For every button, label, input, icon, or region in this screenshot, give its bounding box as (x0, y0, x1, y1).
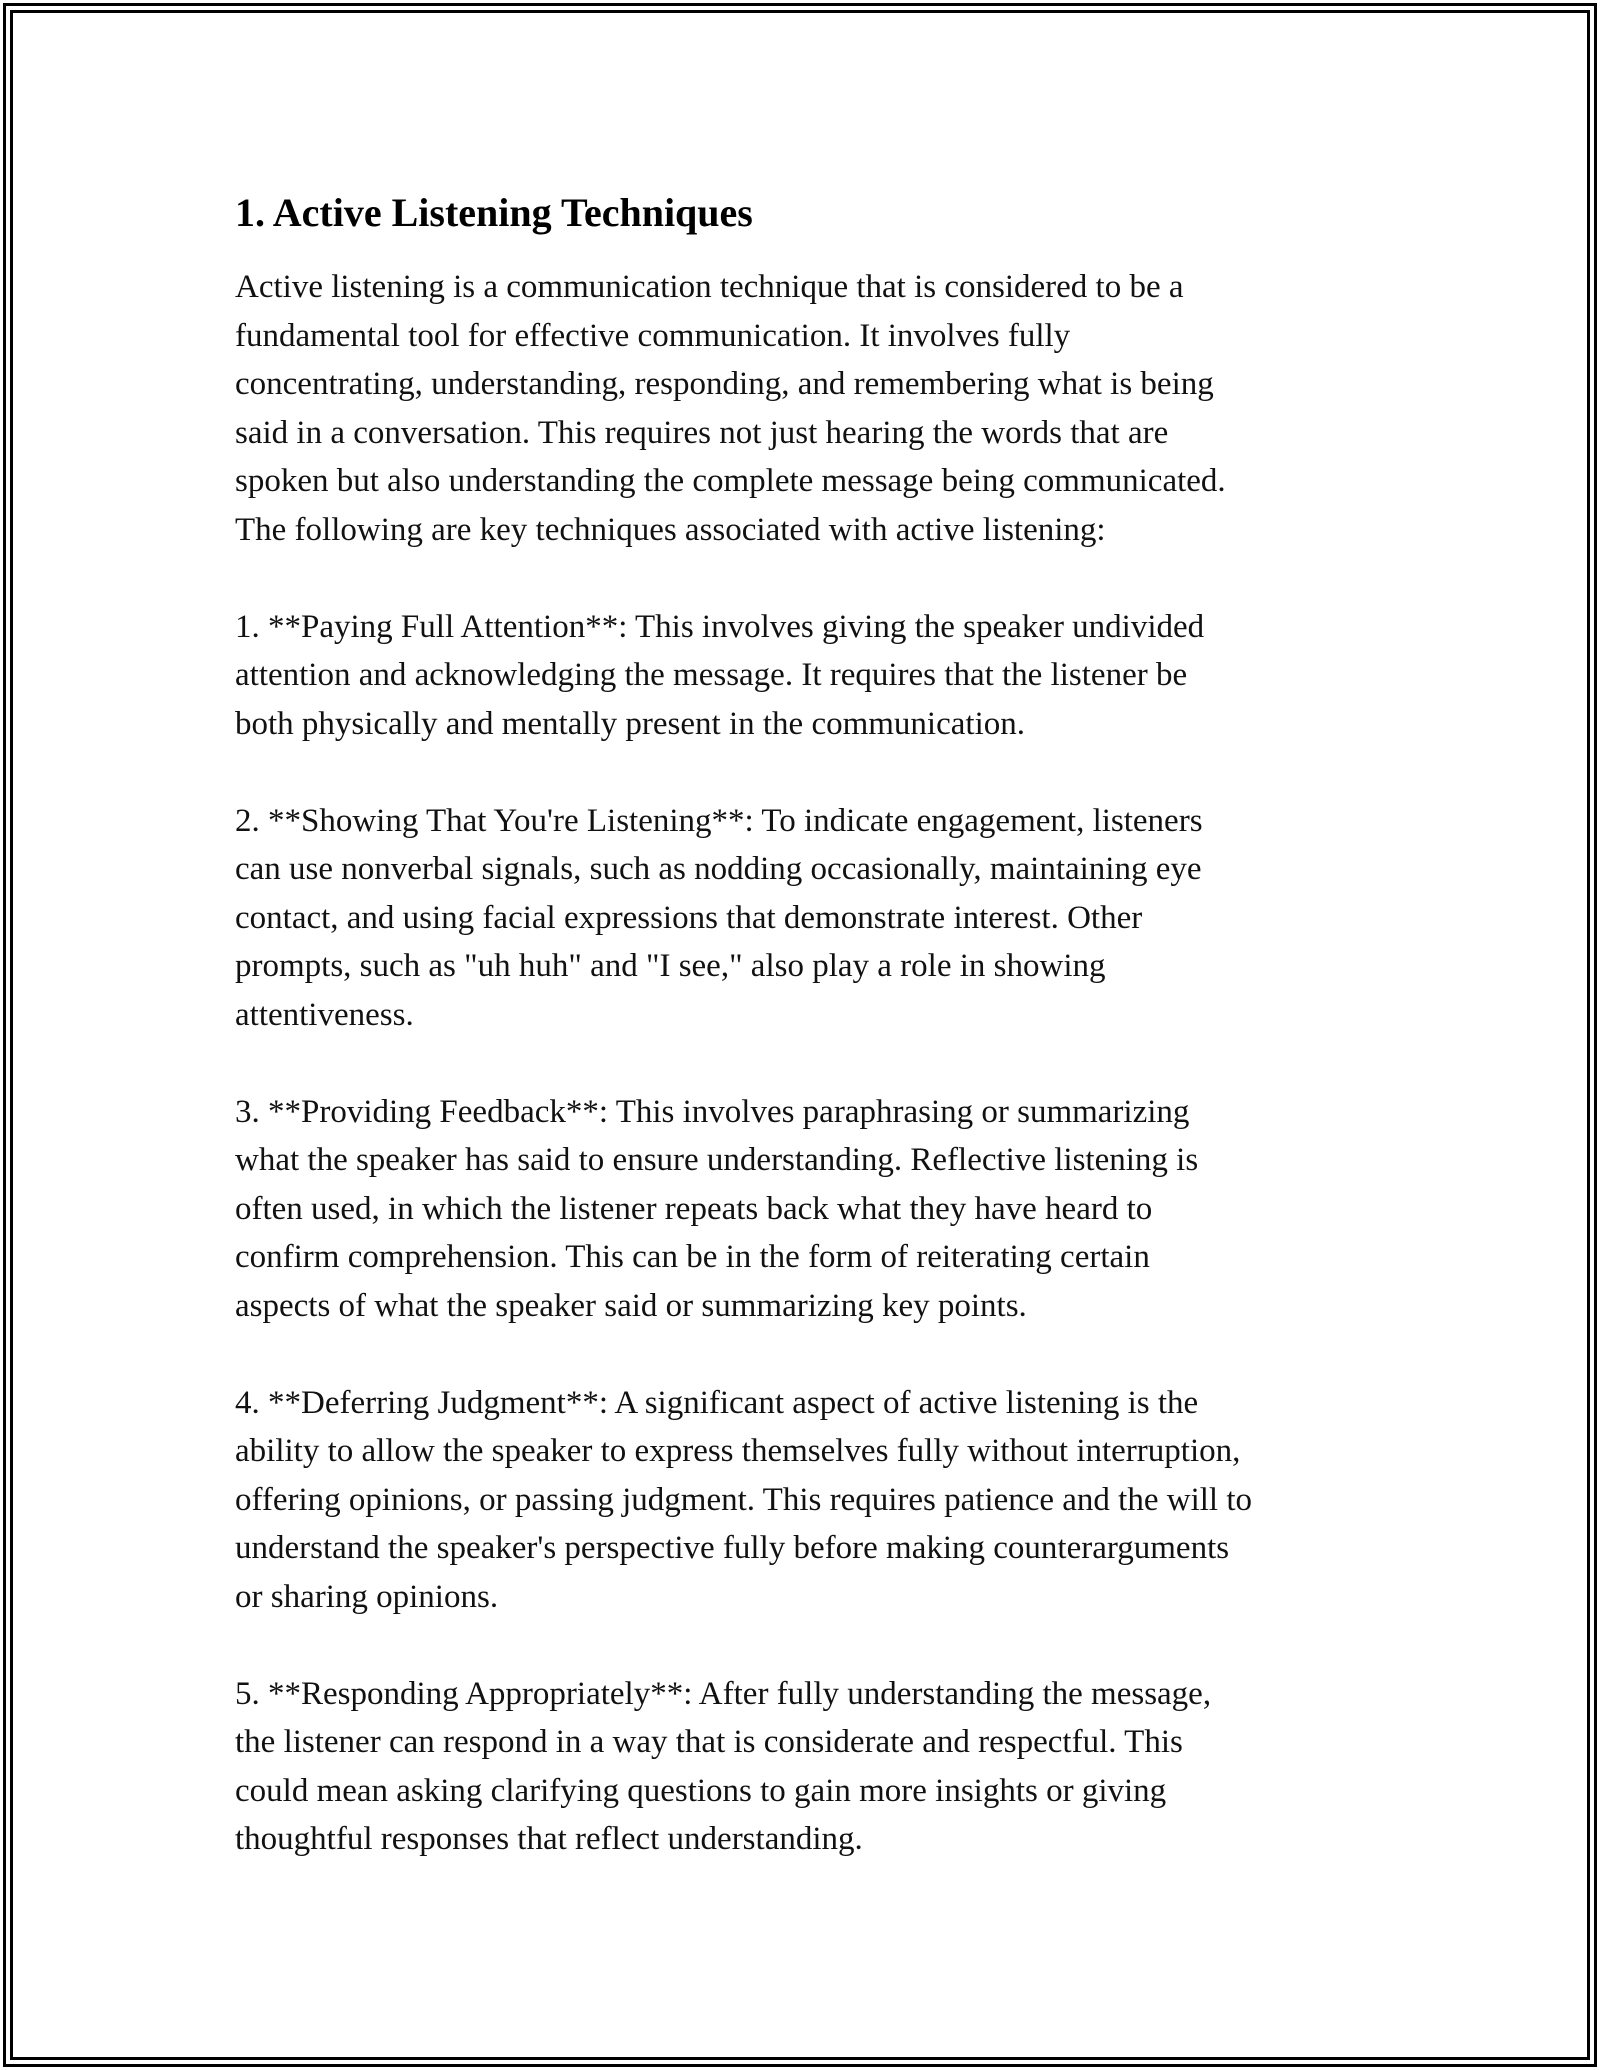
technique-paying-full-attention: 1. **Paying Full Attention**: This involves giving the speaker undivided attention and acknowledging the message. It requires that the listener be both physically and mentally present in the communication. (235, 608, 1205, 742)
section-heading: 1. Active Listening Techniques (235, 190, 753, 235)
technique-providing-feedback: 3. **Providing Feedback**: This involves paraphrasing or summarizing what the speaker has said to ensure understanding. Reflective listening is often used, in which the listener repeats back what they have heard to confirm comprehension. This can be in the form of reiterating certain aspects of what the speaker said or summarizing key points. (235, 1093, 1199, 1324)
technique-responding-appropriately: 5. **Responding Appropriately**: After fully understanding the message, the listener can respond in a way that is considerate and respectful. This could mean asking clarifying questions to gain more insights or giving thoughtful responses that reflect understanding. (235, 1675, 1212, 1857)
intro-paragraph: Active listening is a communication technique that is considered to be a fundamental tool for effective communication. It involves fully concentrating, understanding, responding, and remembering what is being said in a conversation. This requires not just hearing the words that are spoken but also understanding the complete message being communicated. The following are key techniques associated with active listening: (235, 269, 1226, 548)
technique-deferring-judgment: 4. **Deferring Judgment**: A significant aspect of active listening is the ability to allow the speaker to express themselves fully without interruption, offering opinions, or passing judgment. This requires patience and the will to understand the speaker's perspective fully before making counterarguments or sharing opinions. (235, 1384, 1253, 1615)
technique-showing-listening: 2. **Showing That You're Listening**: To indicate engagement, listeners can use nonverbal signals, such as nodding occasionally, maintaining eye contact, and using facial expressions that demonstrate interest. Other prompts, such as "uh huh" and "I see," also play a role in showing attentiveness. (235, 802, 1203, 1033)
document-body (235, 185, 1375, 1912)
